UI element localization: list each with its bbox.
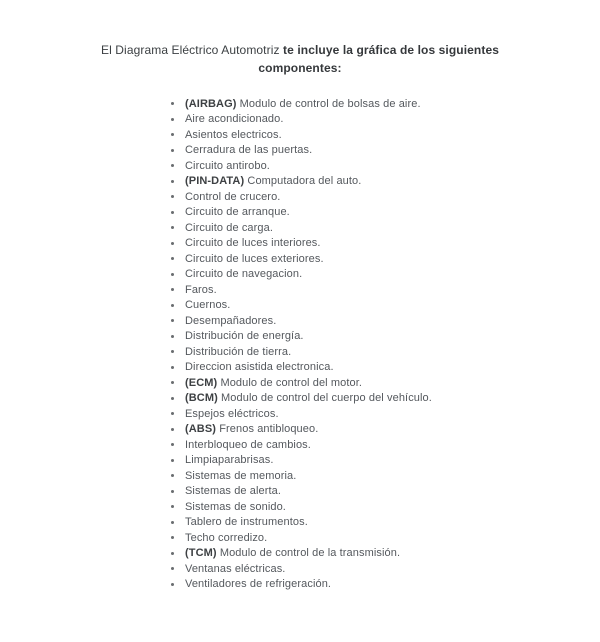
item-label: Modulo de control del cuerpo del vehículo. bbox=[221, 392, 432, 405]
bullet-icon bbox=[171, 397, 174, 400]
list-item bbox=[171, 375, 600, 391]
list-item bbox=[171, 251, 600, 267]
item-label: Sistemas de memoria. bbox=[185, 469, 297, 482]
bullet-icon bbox=[171, 102, 174, 105]
item-label: Modulo de control de bolsas de aire. bbox=[239, 97, 421, 110]
item-label: Desempañadores. bbox=[185, 314, 277, 327]
bullet-icon bbox=[171, 536, 174, 539]
item-text bbox=[185, 253, 324, 265]
document-page bbox=[0, 42, 600, 642]
item-acronym-prefix: (ABS) bbox=[185, 423, 217, 436]
item-label: Modulo de control de la transmisión. bbox=[219, 547, 401, 560]
bullet-icon bbox=[171, 381, 174, 384]
item-text bbox=[185, 315, 276, 327]
item-acronym-prefix: (PIN-DATA) bbox=[185, 175, 245, 188]
list-item bbox=[171, 158, 600, 174]
item-label: Frenos antibloqueo. bbox=[219, 423, 319, 436]
list-item bbox=[171, 422, 600, 438]
title-text-normal: El Diagrama Eléctrico Automotriz bbox=[100, 43, 280, 57]
list-item bbox=[171, 112, 600, 128]
list-item bbox=[171, 220, 600, 236]
bullet-icon bbox=[171, 552, 174, 555]
bullet-icon bbox=[171, 412, 174, 415]
bullet-icon bbox=[171, 149, 174, 152]
bullet-icon bbox=[171, 257, 174, 260]
item-text bbox=[185, 361, 334, 373]
item-text bbox=[185, 237, 321, 249]
item-label: Circuito de carga. bbox=[185, 221, 274, 234]
list-item bbox=[171, 530, 600, 546]
item-label: Modulo de control del motor. bbox=[220, 376, 363, 389]
list-item bbox=[171, 298, 600, 314]
list-item bbox=[171, 561, 600, 577]
list-item bbox=[171, 344, 600, 360]
bullet-icon bbox=[171, 118, 174, 121]
list-item bbox=[171, 406, 600, 422]
list-item bbox=[171, 468, 600, 484]
item-text bbox=[185, 470, 296, 482]
list-item bbox=[171, 174, 600, 190]
item-label: Sistemas de sonido. bbox=[185, 500, 286, 513]
item-label: Distribución de tierra. bbox=[185, 345, 292, 358]
list-item bbox=[171, 143, 600, 159]
bullet-icon bbox=[171, 350, 174, 353]
bullet-icon bbox=[171, 211, 174, 214]
item-label: Asientos electricos. bbox=[185, 128, 282, 141]
item-text bbox=[185, 392, 432, 404]
item-label: Circuito de navegacion. bbox=[185, 268, 303, 281]
bullet-icon bbox=[171, 195, 174, 198]
list-item bbox=[171, 484, 600, 500]
item-text bbox=[185, 346, 291, 358]
list-item bbox=[171, 282, 600, 298]
item-text bbox=[185, 454, 274, 466]
bullet-icon bbox=[171, 288, 174, 291]
list-item bbox=[171, 205, 600, 221]
item-label: Ventanas eléctricas. bbox=[185, 562, 286, 575]
bullet-icon bbox=[171, 335, 174, 338]
item-label: Circuito antirobo. bbox=[185, 159, 270, 172]
item-acronym-prefix: (BCM) bbox=[185, 392, 218, 405]
item-text bbox=[185, 144, 312, 156]
item-label: Circuito de luces exteriores. bbox=[185, 252, 324, 265]
item-text bbox=[185, 516, 308, 528]
list-item bbox=[171, 546, 600, 562]
bullet-icon bbox=[171, 242, 174, 245]
list-item bbox=[171, 329, 600, 345]
item-label: Interbloqueo de cambios. bbox=[185, 438, 311, 451]
item-text bbox=[185, 160, 270, 172]
bullet-icon bbox=[171, 459, 174, 462]
item-text bbox=[185, 175, 361, 187]
item-text bbox=[185, 98, 421, 110]
item-label: Computadora del auto. bbox=[247, 175, 362, 188]
item-text bbox=[185, 330, 304, 342]
bullet-icon bbox=[171, 567, 174, 570]
bullet-icon bbox=[171, 490, 174, 493]
bullet-icon bbox=[171, 474, 174, 477]
list-item bbox=[171, 360, 600, 376]
item-label: Faros. bbox=[185, 283, 217, 296]
bullet-icon bbox=[171, 505, 174, 508]
item-label: Techo corredizo. bbox=[185, 531, 268, 544]
item-label: Control de crucero. bbox=[185, 190, 281, 203]
list-item bbox=[171, 577, 600, 593]
list-item bbox=[171, 437, 600, 453]
bullet-icon bbox=[171, 133, 174, 136]
item-text bbox=[185, 578, 331, 590]
list-item bbox=[171, 453, 600, 469]
item-acronym-prefix: (TCM) bbox=[185, 547, 217, 560]
bullet-icon bbox=[171, 521, 174, 524]
list-item bbox=[171, 127, 600, 143]
bullet-icon bbox=[171, 583, 174, 586]
item-text bbox=[185, 113, 284, 125]
bullet-icon bbox=[171, 443, 174, 446]
bullet-icon bbox=[171, 180, 174, 183]
list-item bbox=[171, 391, 600, 407]
item-acronym-prefix: (ECM) bbox=[185, 376, 218, 389]
item-text bbox=[185, 532, 267, 544]
item-label: Circuito de arranque. bbox=[185, 206, 290, 219]
item-text bbox=[185, 547, 400, 559]
list-item bbox=[171, 236, 600, 252]
component-list bbox=[0, 96, 600, 592]
bullet-icon bbox=[171, 273, 174, 276]
item-label: Cuernos. bbox=[185, 299, 231, 312]
item-label: Aire acondicionado. bbox=[185, 113, 284, 126]
list-item bbox=[171, 267, 600, 283]
bullet-icon bbox=[171, 319, 174, 322]
item-text bbox=[185, 222, 273, 234]
list-item bbox=[171, 189, 600, 205]
bullet-icon bbox=[171, 304, 174, 307]
item-text bbox=[185, 501, 286, 513]
page-title bbox=[0, 42, 600, 77]
item-text bbox=[185, 439, 311, 451]
item-label: Circuito de luces interiores. bbox=[185, 237, 321, 250]
item-text bbox=[185, 191, 280, 203]
item-text bbox=[185, 284, 217, 296]
item-label: Cerradura de las puertas. bbox=[185, 144, 313, 157]
item-acronym-prefix: (AIRBAG) bbox=[185, 97, 237, 110]
item-text bbox=[185, 299, 230, 311]
item-label: Tablero de instrumentos. bbox=[185, 516, 308, 529]
item-text bbox=[185, 485, 281, 497]
item-label: Sistemas de alerta. bbox=[185, 485, 282, 498]
item-label: Direccion asistida electronica. bbox=[185, 361, 334, 374]
bullet-icon bbox=[171, 164, 174, 167]
list-item bbox=[171, 499, 600, 515]
item-label: Espejos eléctricos. bbox=[185, 407, 279, 420]
list-item bbox=[171, 515, 600, 531]
item-label: Limpiaparabrisas. bbox=[185, 454, 274, 467]
item-text bbox=[185, 377, 362, 389]
item-text bbox=[185, 423, 318, 435]
list-item bbox=[171, 313, 600, 329]
bullet-icon bbox=[171, 428, 174, 431]
item-text bbox=[185, 268, 302, 280]
bullet-icon bbox=[171, 226, 174, 229]
list-item bbox=[171, 96, 600, 112]
item-label: Ventiladores de refrigeración. bbox=[185, 578, 332, 591]
item-text bbox=[185, 563, 285, 575]
title-text-bold-line2: componentes: bbox=[258, 60, 342, 75]
item-text bbox=[185, 129, 282, 141]
item-text bbox=[185, 206, 290, 218]
item-label: Distribución de energía. bbox=[185, 330, 304, 343]
bullet-icon bbox=[171, 366, 174, 369]
item-text bbox=[185, 408, 279, 420]
title-text-bold-line1: te incluye la gráfica de los siguientes bbox=[283, 43, 500, 57]
